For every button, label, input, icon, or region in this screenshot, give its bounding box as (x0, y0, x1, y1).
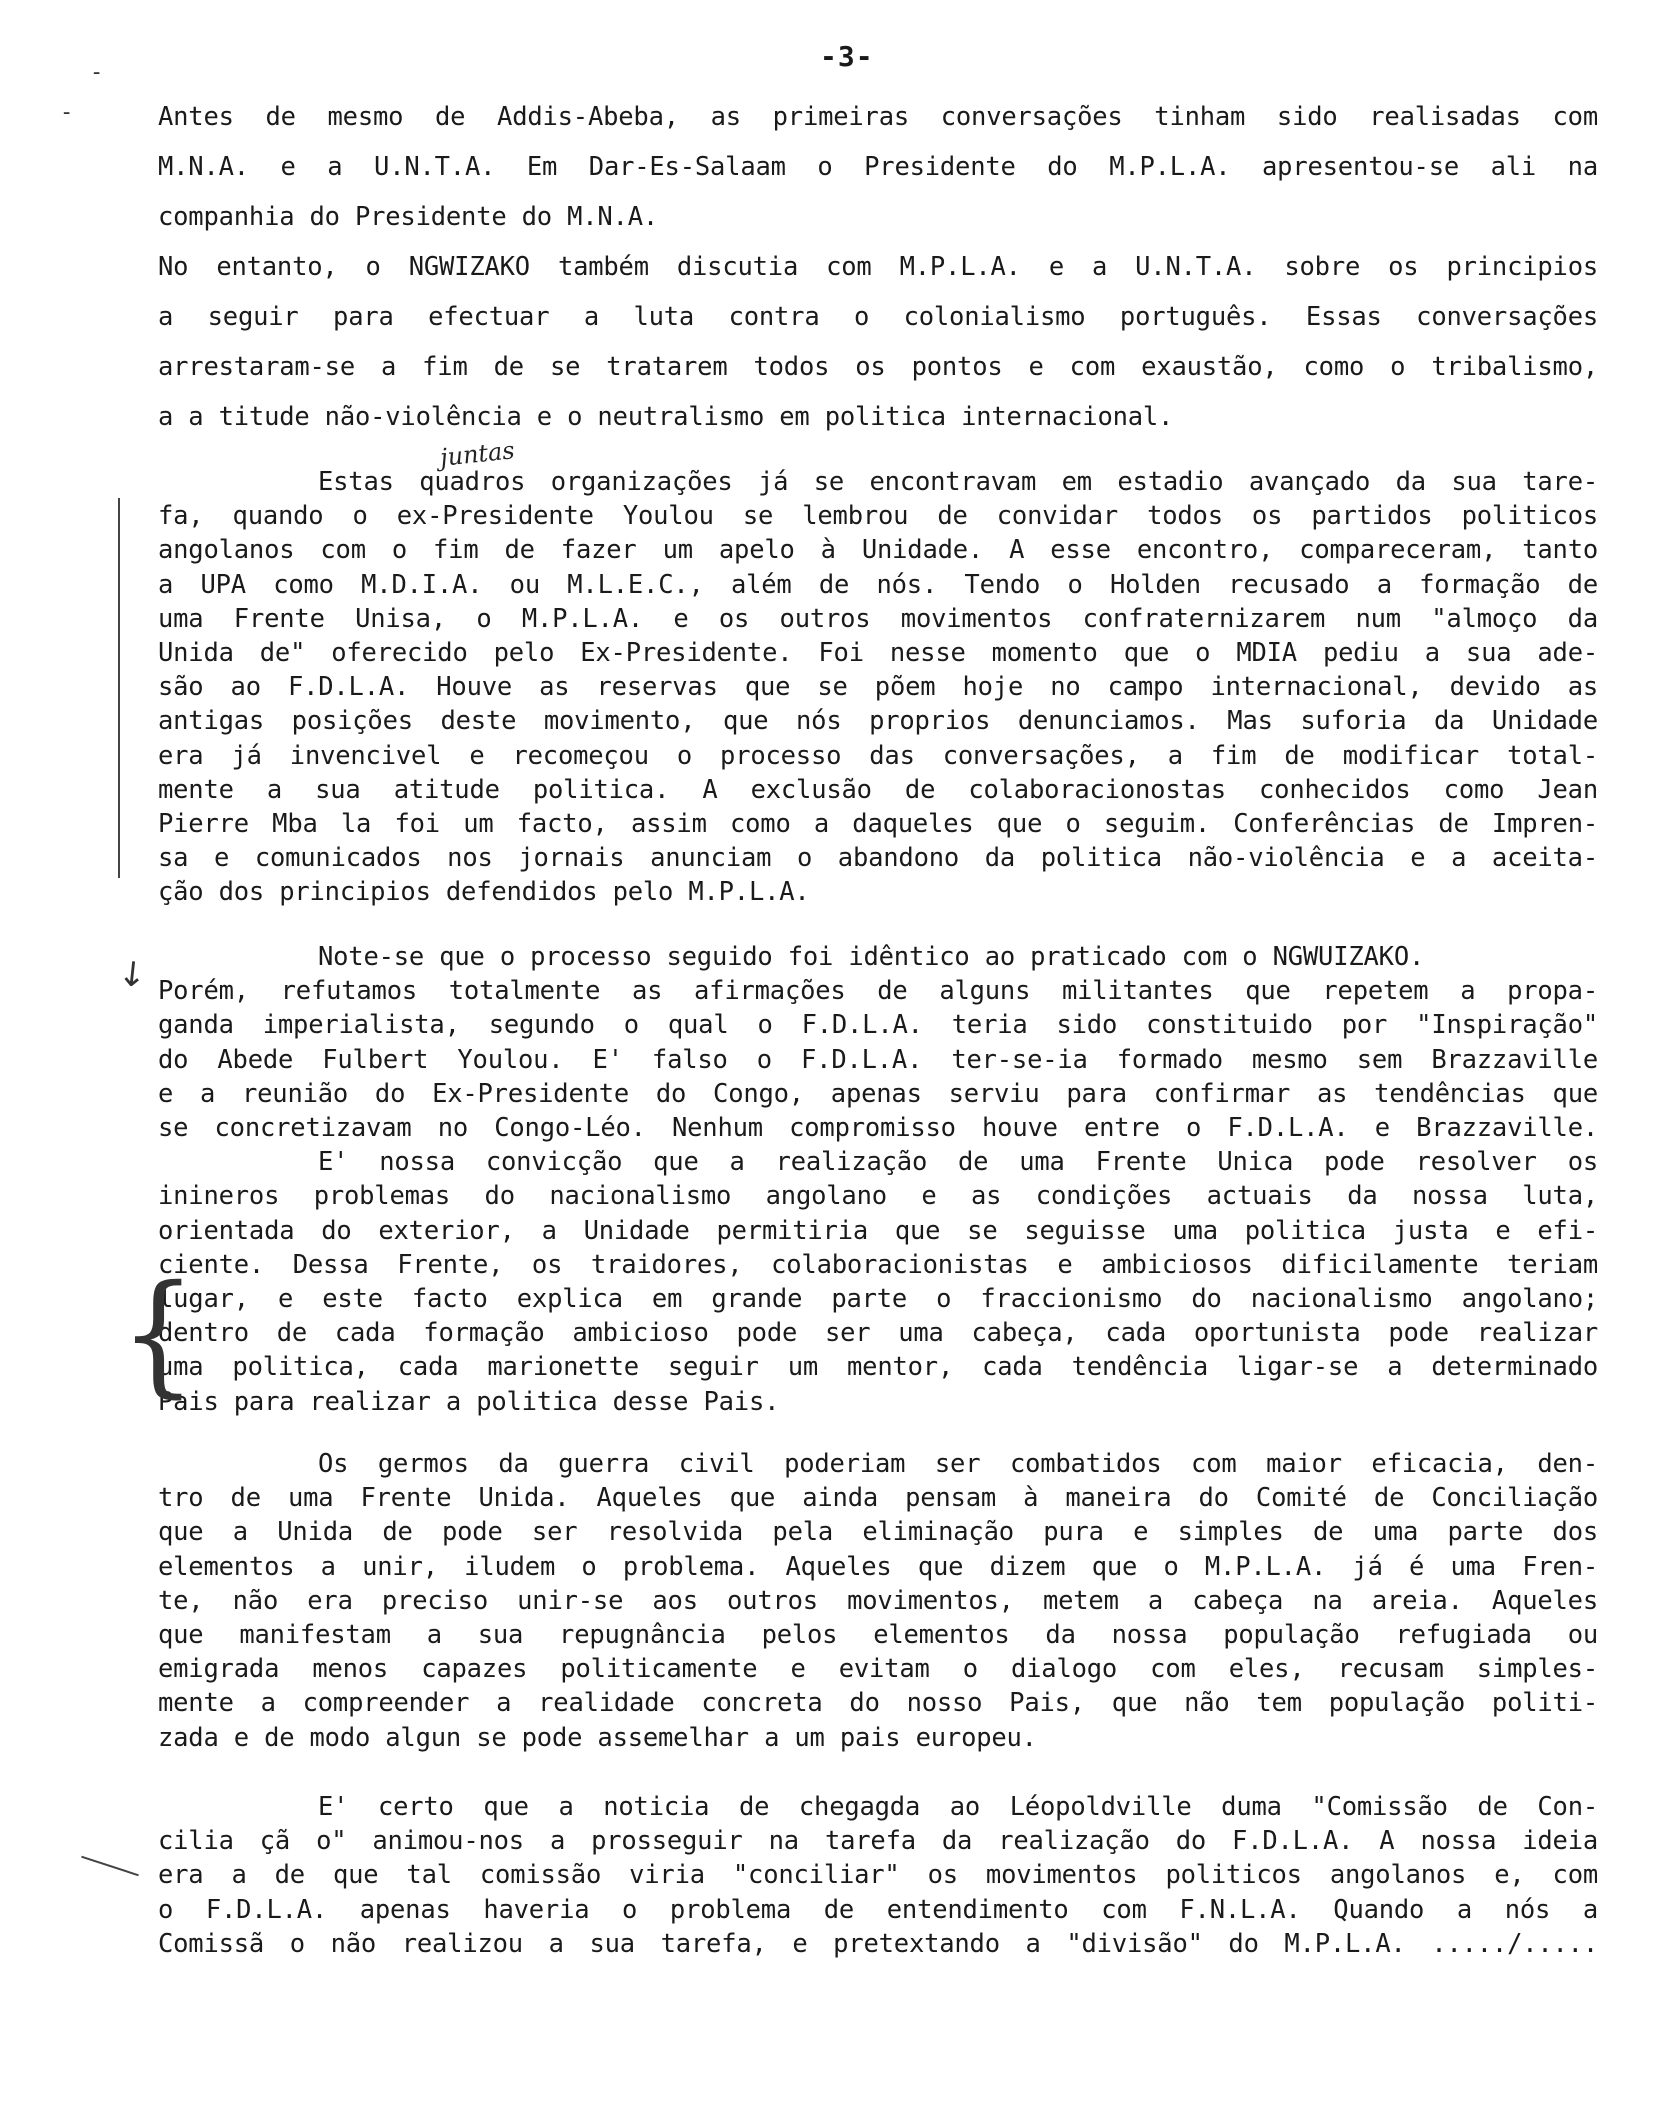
text-line: arrestaram-se a fim de se tratarem todos os pontos e com exaustão, como o tribalismo, (158, 352, 1598, 382)
text-line: angolanos com o fim de fazer um apelo à Unidade. A esse encontro, compareceram, tanto (158, 535, 1598, 566)
text-line: a UPA como M.D.I.A. ou M.L.E.C., além de nós. Tendo o Holden recusado a formação de (158, 569, 1598, 600)
text-line: antigas posições deste movimento, que nós proprios denunciamos. Mas suforia da Unidade (158, 706, 1598, 737)
text-line: Comissã o não realizou a sua tarefa, e pretextando a "divisão" do M.P.L.A. ...../..... (158, 1928, 1598, 1959)
text-line: zada e de modo algun se pode assemelhar a um pais europeu. (158, 1722, 1037, 1753)
text-line: que manifestam a sua repugnância pelos elementos da nossa população refugiada ou (158, 1620, 1598, 1651)
text-line: o F.D.L.A. apenas haveria o problema de entendimento com F.N.L.A. Quando a nós a (158, 1894, 1598, 1925)
text-line: E' nossa convicção que a realização de uma Frente Unica pode resolver os (318, 1147, 1598, 1178)
handwritten-correction: juntas (438, 436, 516, 472)
text-line: Os germos da guerra civil poderiam ser combatidos com maior eficacia, den- (318, 1449, 1598, 1479)
text-line: ciente. Dessa Frente, os traidores, colaboracionistas e ambiciosos dificilamente teriam (158, 1249, 1598, 1280)
text-line: companhia do Presidente do M.N.A. (158, 202, 659, 232)
paragraph-2 (158, 465, 1598, 910)
text-line: a a titude não-violência e o neutralismo em politica internacional. (158, 402, 1174, 432)
text-line: e a reunião do Ex-Presidente do Congo, apenas serviu para confirmar as tendências que (158, 1078, 1598, 1109)
text-line: fa, quando o ex-Presidente Youlou se lembrou de convidar todos os partidos politicos (158, 501, 1598, 532)
text-line: Note-se que o processo seguido foi idêntico ao praticado com o NGWUIZAKO. (318, 942, 1425, 972)
text-line: que a Unida de pode ser resolvida pela eliminação pura e simples de uma parte dos (158, 1517, 1598, 1548)
text-line: do Abede Fulbert Youlou. E' falso o F.D.L.A. ter-se-ia formado mesmo sem Brazzaville (158, 1044, 1598, 1075)
text-line: te, não era preciso unir-se aos outros movimentos, metem a cabeça na areia. Aqueles (158, 1585, 1598, 1616)
text-line: a seguir para efectuar a luta contra o colonialismo português. Essas conversações (158, 302, 1598, 332)
paragraph-5 (158, 1790, 1598, 1961)
text-line: Pierre Mba la foi um facto, assim como a daqueles que o seguim. Conferências de Impren- (158, 809, 1598, 840)
margin-brace-icon: { (120, 1258, 197, 1411)
margin-arrow-icon: ↓ (115, 953, 149, 997)
text-line: ganda imperialista, segundo o qual o F.D.L.A. teria sido constituido por "Inspiração" (158, 1010, 1598, 1041)
paragraph-4 (158, 1447, 1598, 1755)
paragraph-3 (158, 940, 1598, 1419)
text-line: inineros problemas do nacionalismo angolano e as condições actuais da nossa luta, (158, 1181, 1598, 1212)
text-line: M.N.A. e a U.N.T.A. Em Dar-Es-Salaam o Presidente do M.P.L.A. apresentou-se ali na (158, 152, 1598, 182)
text-line: uma politica, cada marionette seguir um mentor, cada tendência ligar-se a determinado (158, 1352, 1598, 1383)
text-line: sa e comunicados nos jornais anunciam o abandono da politica não-violência e a aceita- (158, 843, 1598, 874)
paragraph-1 (158, 92, 1598, 442)
margin-dash-mark (81, 1856, 139, 1876)
text-line: elementos a unir, iludem o problema. Aqueles que dizem que o M.P.L.A. já é uma Fren- (158, 1551, 1598, 1582)
text-line: se concretizavam no Congo-Léo. Nenhum compromisso houve entre o F.D.L.A. e Brazzaville. (158, 1113, 1598, 1144)
text-line: são ao F.D.L.A. Houve as reservas que se põem hoje no campo internacional, devido as (158, 672, 1598, 703)
text-line: lugar, e este facto explica em grande parte o fraccionismo do nacionalismo angolano; (158, 1284, 1598, 1315)
text-line: Porém, refutamos totalmente as afirmações de alguns militantes que repetem a propa- (158, 976, 1598, 1007)
text-line: cilia çã o" animou-nos a prosseguir na tarefa da realização do F.D.L.A. A nossa ideia (158, 1826, 1598, 1857)
text-line: Estas quadros organizações já se encontravam em estadio avançado da sua tare- (318, 467, 1598, 497)
text-line: mente a sua atitude politica. A exclusão de colaboracionostas conhecidos como Jean (158, 774, 1598, 805)
page-number: -3- (820, 40, 874, 73)
margin-tick-mark: - (90, 60, 104, 85)
text-line: ção dos principios defendidos pelo M.P.L.A. (158, 877, 810, 908)
text-line: Antes de mesmo de Addis-Abeba, as primeiras conversações tinham sido realisadas com (158, 102, 1598, 132)
margin-vertical-bar (118, 498, 120, 878)
margin-tick-mark: - (60, 100, 74, 125)
text-line: tro de uma Frente Unida. Aqueles que ainda pensam à maneira do Comité de Conciliação (158, 1483, 1598, 1514)
text-line: emigrada menos capazes politicamente e evitam o dialogo com eles, recusam simples- (158, 1654, 1598, 1685)
text-line: uma Frente Unisa, o M.P.L.A. e os outros movimentos confraternizarem num "almoço da (158, 603, 1598, 634)
text-line: era já invencivel e recomeçou o processo das conversações, a fim de modificar total- (158, 740, 1598, 771)
text-line: E' certo que a noticia de chegagda ao Léopoldville duma "Comissão de Con- (318, 1792, 1598, 1822)
text-line: orientada do exterior, a Unidade permitiria que se seguisse uma politica justa e efi- (158, 1215, 1598, 1246)
text-line: dentro de cada formação ambicioso pode ser uma cabeça, cada oportunista pode realizar (158, 1318, 1598, 1349)
text-line: No entanto, o NGWIZAKO também discutia com M.P.L.A. e a U.N.T.A. sobre os principios (158, 252, 1598, 282)
text-line: Unida de" oferecido pelo Ex-Presidente. Foi nesse momento que o MDIA pediu a sua ade- (158, 638, 1598, 669)
text-line: era a de que tal comissão viria "conciliar" os movimentos politicos angolanos e, com (158, 1860, 1598, 1891)
text-line: Pais para realizar a politica desse Pais. (158, 1386, 780, 1417)
text-line: mente a compreender a realidade concreta do nosso Pais, que não tem população politi- (158, 1688, 1598, 1719)
